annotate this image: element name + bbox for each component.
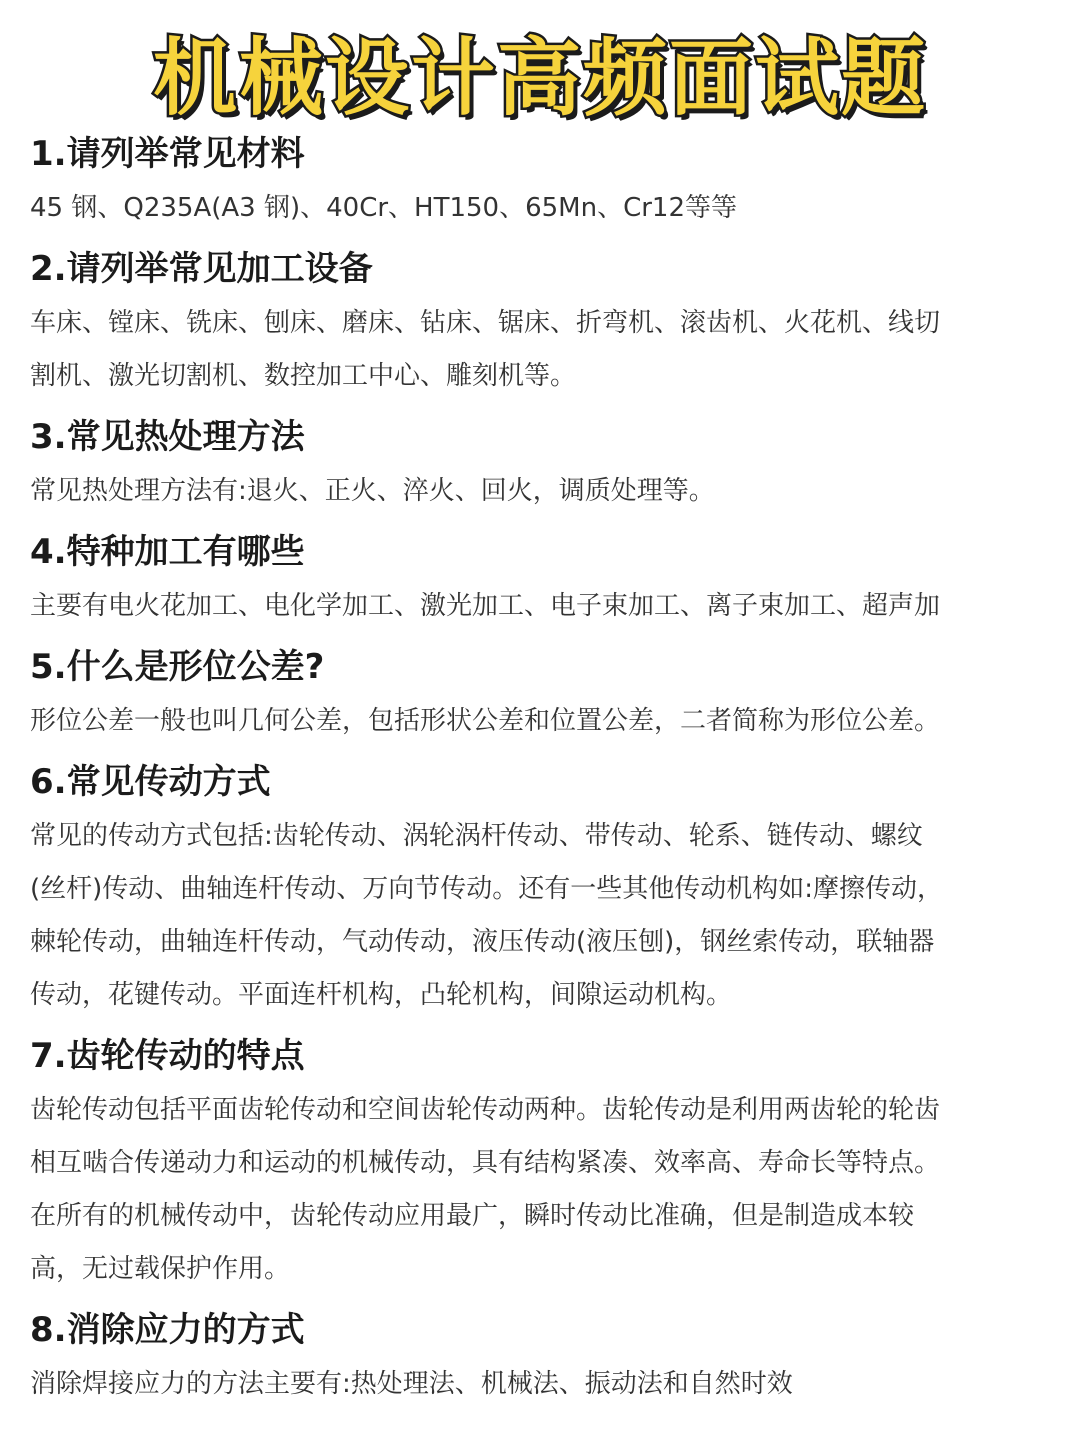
qa-item-1	[30, 126, 1055, 235]
qa-item-4	[30, 524, 1055, 633]
question-heading: 6.常见传动方式	[30, 762, 271, 802]
question-heading: 8.消除应力的方式	[30, 1310, 305, 1350]
answer-line: 车床、镗床、铣床、刨床、磨床、钻床、锯床、折弯机、滚齿机、火花机、线切	[30, 308, 941, 338]
answer-line: 形位公差一般也叫几何公差，包括形状公差和位置公差，二者简称为形位公差。	[30, 706, 941, 736]
question-heading: 5.什么是形位公差?	[30, 647, 325, 687]
answer-line: 常见热处理方法有:退火、正火、淬火、回火，调质处理等。	[30, 476, 715, 506]
question-heading: 4.特种加工有哪些	[30, 532, 305, 572]
question-heading: 1.请列举常见材料	[30, 134, 305, 174]
qa-item-3	[30, 409, 1055, 518]
qa-item-2	[30, 241, 1055, 403]
question-heading: 7.齿轮传动的特点	[30, 1036, 305, 1076]
qa-list	[30, 126, 1055, 1417]
qa-item-8	[30, 1302, 1055, 1411]
answer-line: 常见的传动方式包括:齿轮传动、涡轮涡杆传动、带传动、轮系、链传动、螺纹	[30, 821, 923, 851]
answer-line: 割机、激光切割机、数控加工中心、雕刻机等。	[30, 361, 577, 391]
answer-line: 45 钢、Q235A(A3 钢)、40Cr、HT150、65Mn、Cr12等等	[30, 193, 738, 223]
answer-line: 主要有电火花加工、电化学加工、激光加工、电子束加工、离子束加工、超声加	[30, 591, 941, 621]
answer-line: 棘轮传动，曲轴连杆传动，气动传动，液压传动(液压刨)，钢丝索传动，联轴器	[30, 927, 935, 957]
qa-item-7	[30, 1028, 1055, 1296]
page-title: 机械设计高频面试题	[152, 29, 927, 127]
answer-line: 相互啮合传递动力和运动的机械传动，具有结构紧凑、效率高、寿命长等特点。	[30, 1148, 941, 1178]
answer-line: (丝杆)传动、曲轴连杆传动、万向节传动。还有一些其他传动机构如:摩擦传动，	[30, 874, 944, 904]
question-heading: 3.常见热处理方法	[30, 417, 305, 457]
answer-line: 消除焊接应力的方法主要有:热处理法、机械法、振动法和自然时效	[30, 1369, 793, 1399]
qa-item-5	[30, 639, 1055, 748]
answer-line: 齿轮传动包括平面齿轮传动和空间齿轮传动两种。齿轮传动是利用两齿轮的轮齿	[30, 1095, 941, 1125]
answer-line: 传动，花键传动。平面连杆机构，凸轮机构，间隙运动机构。	[30, 980, 733, 1010]
answer-line: 在所有的机械传动中，齿轮传动应用最广，瞬时传动比准确，但是制造成本较	[30, 1201, 915, 1231]
answer-line: 高，无过载保护作用。	[30, 1254, 291, 1284]
question-heading: 2.请列举常见加工设备	[30, 249, 373, 289]
qa-item-6	[30, 754, 1055, 1022]
